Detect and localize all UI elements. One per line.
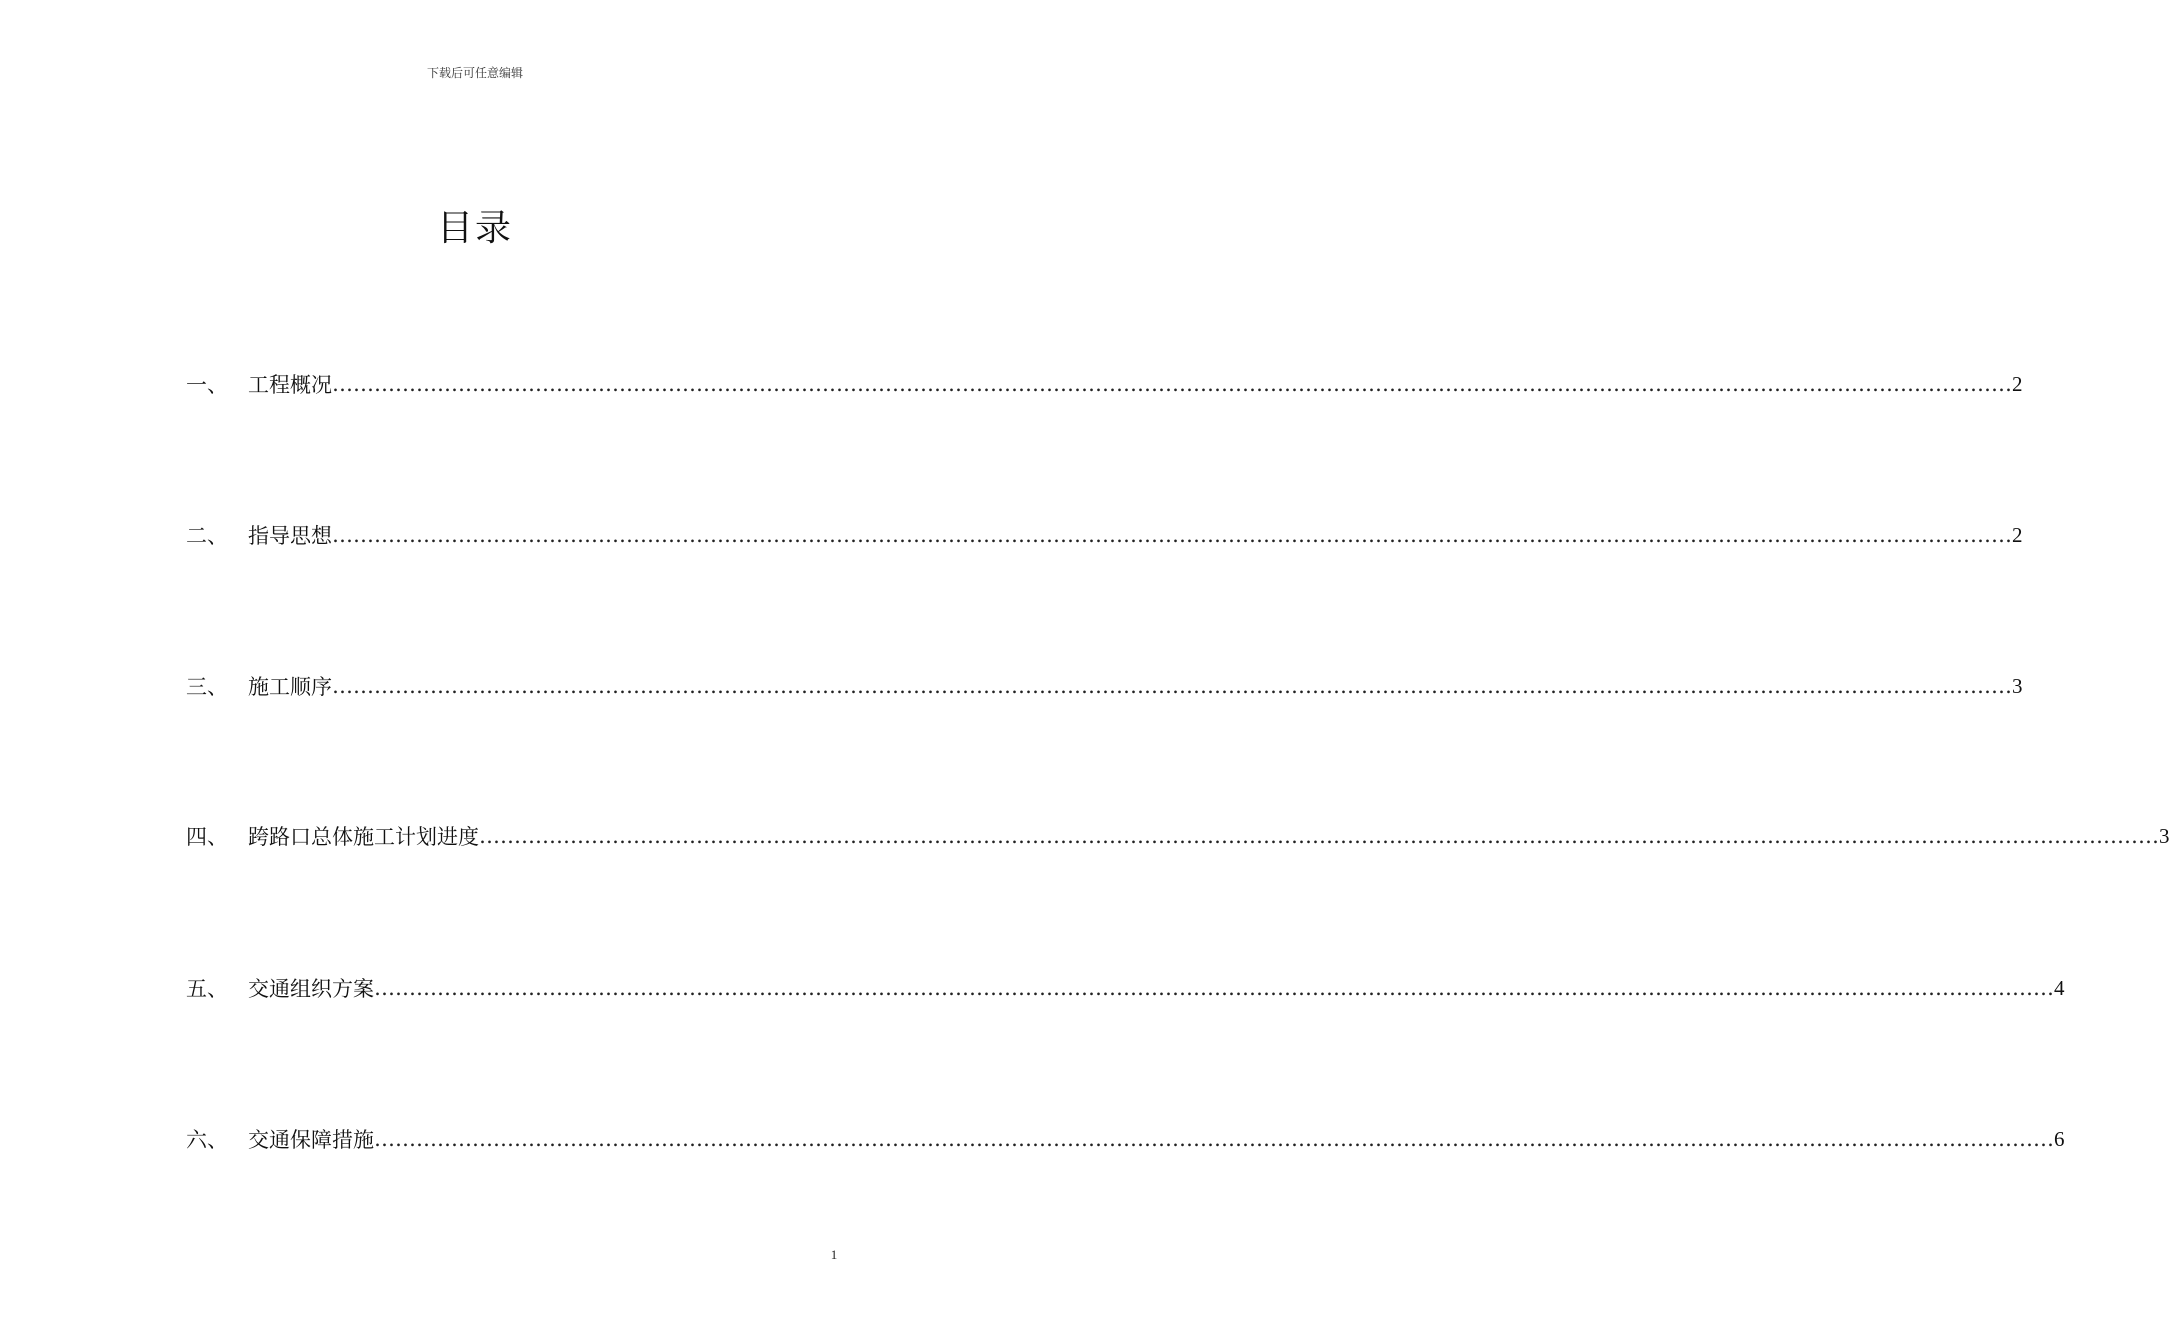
toc-leader-dots: …………………………………………………………………………………………………………………………………………………………………………………………………………………… bbox=[374, 976, 2054, 1000]
toc-entry-page: 2 bbox=[2012, 522, 2023, 547]
toc-leader-dots: …………………………………………………………………………………………………………………………………………………………………………………………………………………… bbox=[479, 824, 2159, 848]
toc-entry-page: 4 bbox=[2054, 975, 2065, 1000]
toc-entry-page: 2 bbox=[2012, 371, 2023, 396]
toc-entry[interactable] bbox=[186, 368, 2023, 400]
toc-entry-number: 二、 bbox=[186, 524, 228, 548]
toc-entry-title: 交通组织方案 bbox=[248, 977, 374, 1001]
toc-entry-number: 四、 bbox=[186, 825, 228, 849]
toc-entry-title: 跨路口总体施工计划进度 bbox=[248, 825, 479, 849]
page-title: 目录 bbox=[436, 208, 513, 249]
toc-entry[interactable] bbox=[186, 670, 2023, 702]
toc-entry[interactable] bbox=[186, 820, 2170, 852]
table-of-contents bbox=[186, 0, 2170, 1344]
toc-leader-dots: …………………………………………………………………………………………………………………………………………………………………………………………………………………… bbox=[332, 523, 2012, 547]
toc-entry-page: 3 bbox=[2159, 823, 2170, 848]
toc-leader-dots: …………………………………………………………………………………………………………………………………………………………………………………………………………………… bbox=[332, 372, 2012, 396]
toc-entry-title: 施工顺序 bbox=[248, 675, 332, 699]
toc-leader-dots: …………………………………………………………………………………………………………………………………………………………………………………………………………………… bbox=[332, 674, 2012, 698]
toc-entry-title: 指导思想 bbox=[248, 524, 332, 548]
toc-entry-title: 工程概况 bbox=[248, 373, 332, 397]
toc-entry[interactable] bbox=[186, 519, 2023, 551]
toc-entry[interactable] bbox=[186, 1123, 2065, 1155]
toc-entry-number: 三、 bbox=[186, 675, 228, 699]
toc-entry[interactable] bbox=[186, 972, 2065, 1004]
header-note: 下载后可任意编辑 bbox=[426, 66, 523, 80]
toc-entry-page: 3 bbox=[2012, 673, 2023, 698]
toc-entry-page: 6 bbox=[2054, 1126, 2065, 1151]
toc-entry-title: 交通保障措施 bbox=[248, 1128, 374, 1152]
page-number: 1 bbox=[830, 1247, 838, 1262]
toc-leader-dots: …………………………………………………………………………………………………………………………………………………………………………………………………………………… bbox=[374, 1127, 2054, 1151]
toc-entry-number: 六、 bbox=[186, 1128, 228, 1152]
toc-entry-number: 五、 bbox=[186, 977, 228, 1001]
toc-entry-number: 一、 bbox=[186, 373, 228, 397]
